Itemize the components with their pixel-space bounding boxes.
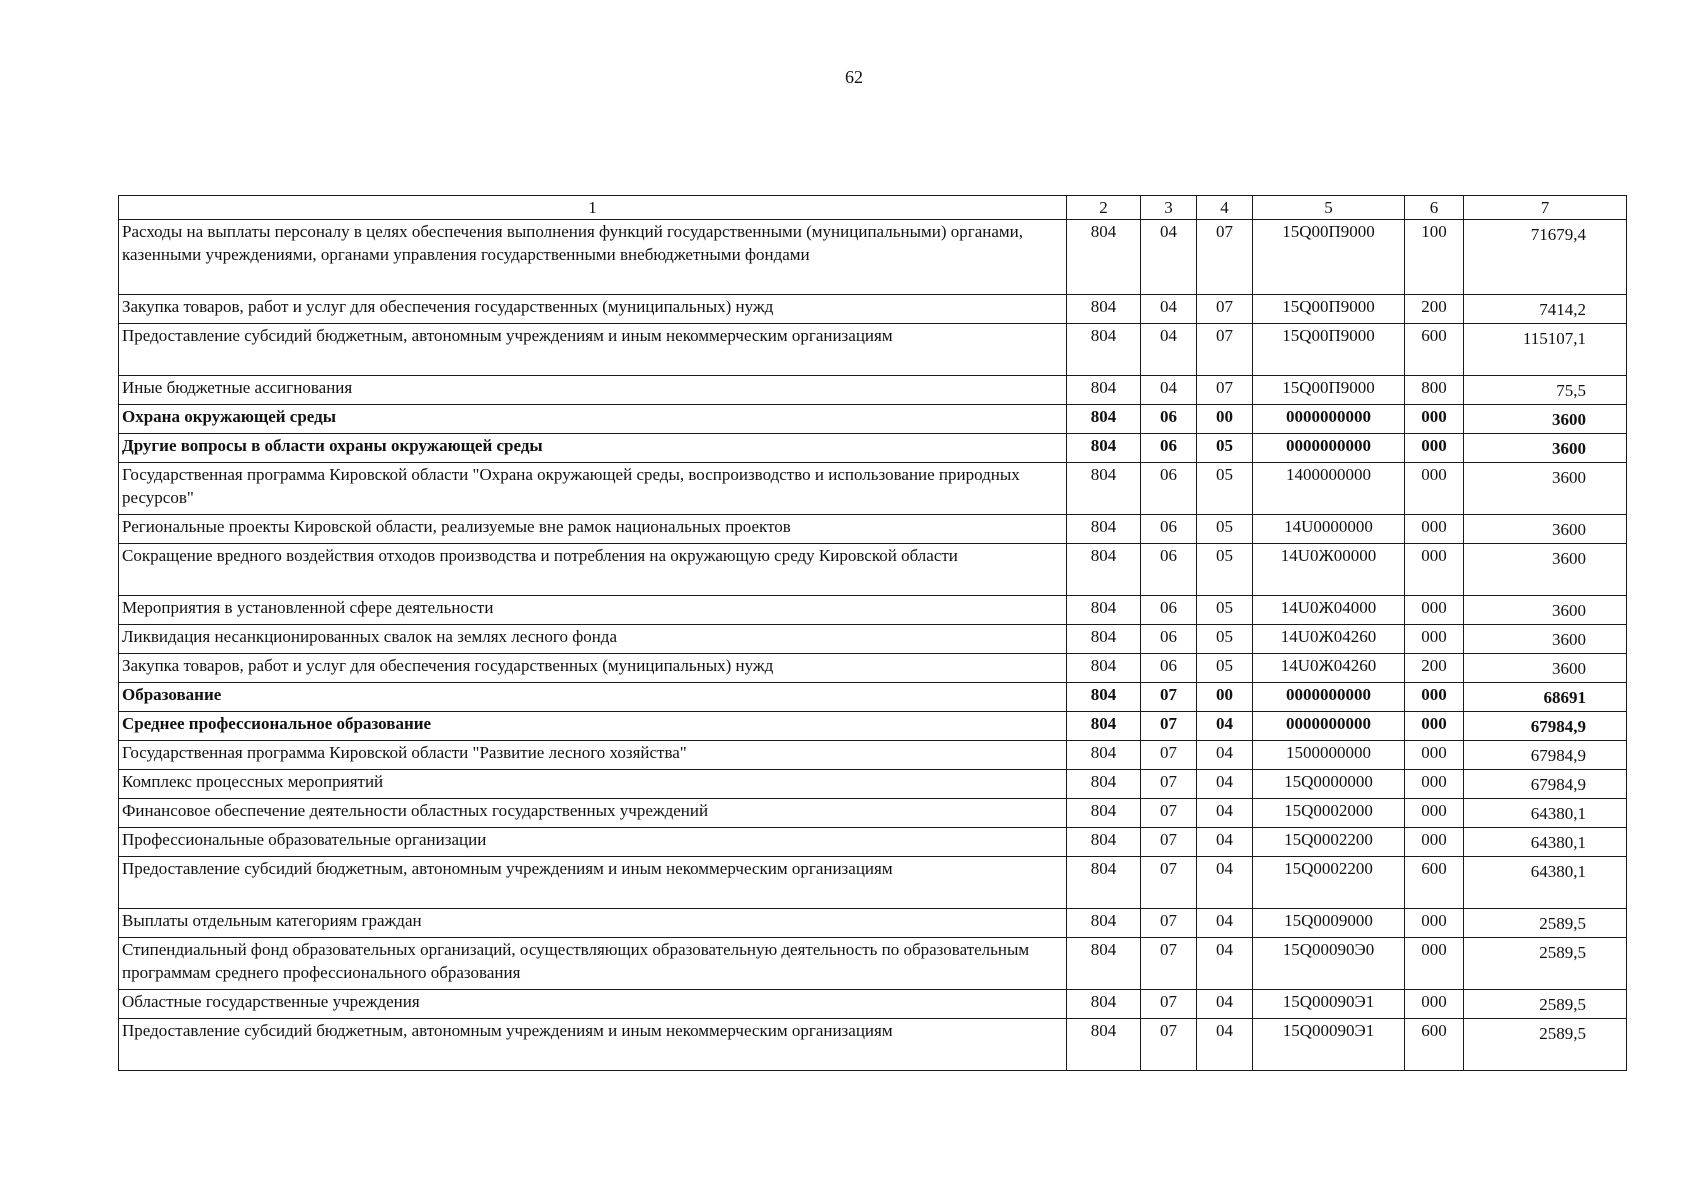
cell-section: 04 [1141, 220, 1197, 295]
cell-target-article: 15Q0002000 [1253, 799, 1405, 828]
budget-table [118, 195, 1627, 1071]
cell-subsection: 07 [1197, 376, 1253, 405]
cell-section: 06 [1141, 463, 1197, 515]
table-row [119, 1019, 1627, 1071]
cell-name: Закупка товаров, работ и услуг для обеспечения государственных (муниципальных) нужд [119, 295, 1067, 324]
cell-amount: 67984,9 [1464, 770, 1627, 799]
table-row [119, 683, 1627, 712]
table-row [119, 938, 1627, 990]
table-row [119, 544, 1627, 596]
cell-expense-type: 000 [1405, 938, 1464, 990]
cell-name: Региональные проекты Кировской области, реализуемые вне рамок национальных проектов [119, 515, 1067, 544]
cell-subsection: 05 [1197, 625, 1253, 654]
cell-amount: 75,5 [1464, 376, 1627, 405]
table-row [119, 909, 1627, 938]
cell-ved-code: 804 [1067, 625, 1141, 654]
cell-expense-type: 200 [1405, 295, 1464, 324]
cell-target-article: 15Q0000000 [1253, 770, 1405, 799]
cell-ved-code: 804 [1067, 434, 1141, 463]
table-row [119, 295, 1627, 324]
cell-section: 07 [1141, 857, 1197, 909]
table-row [119, 515, 1627, 544]
cell-section: 06 [1141, 434, 1197, 463]
cell-ved-code: 804 [1067, 654, 1141, 683]
cell-target-article: 0000000000 [1253, 683, 1405, 712]
cell-section: 07 [1141, 938, 1197, 990]
cell-name: Государственная программа Кировской области "Развитие лесного хозяйства" [119, 741, 1067, 770]
table-body [119, 220, 1627, 1071]
cell-subsection: 04 [1197, 938, 1253, 990]
cell-subsection: 04 [1197, 712, 1253, 741]
cell-amount: 3600 [1464, 434, 1627, 463]
cell-amount: 115107,1 [1464, 324, 1627, 376]
table-row [119, 770, 1627, 799]
cell-ved-code: 804 [1067, 405, 1141, 434]
cell-name: Мероприятия в установленной сфере деятельности [119, 596, 1067, 625]
cell-amount: 2589,5 [1464, 1019, 1627, 1071]
cell-ved-code: 804 [1067, 909, 1141, 938]
cell-expense-type: 200 [1405, 654, 1464, 683]
cell-target-article: 15Q0002200 [1253, 857, 1405, 909]
header-row [119, 196, 1627, 220]
cell-expense-type: 100 [1405, 220, 1464, 295]
cell-name: Охрана окружающей среды [119, 405, 1067, 434]
table-row [119, 799, 1627, 828]
cell-amount: 2589,5 [1464, 990, 1627, 1019]
table-header [119, 196, 1627, 220]
cell-amount: 71679,4 [1464, 220, 1627, 295]
cell-name: Профессиональные образовательные организации [119, 828, 1067, 857]
col-header-1: 1 [119, 196, 1067, 220]
cell-amount: 3600 [1464, 654, 1627, 683]
cell-amount: 3600 [1464, 596, 1627, 625]
cell-subsection: 00 [1197, 405, 1253, 434]
cell-subsection: 05 [1197, 463, 1253, 515]
cell-target-article: 1500000000 [1253, 741, 1405, 770]
cell-section: 07 [1141, 1019, 1197, 1071]
cell-amount: 3600 [1464, 463, 1627, 515]
cell-target-article: 14U0Ж00000 [1253, 544, 1405, 596]
cell-ved-code: 804 [1067, 376, 1141, 405]
cell-ved-code: 804 [1067, 712, 1141, 741]
cell-subsection: 04 [1197, 770, 1253, 799]
cell-name: Областные государственные учреждения [119, 990, 1067, 1019]
cell-subsection: 05 [1197, 544, 1253, 596]
cell-expense-type: 600 [1405, 324, 1464, 376]
table-row [119, 828, 1627, 857]
cell-ved-code: 804 [1067, 938, 1141, 990]
cell-ved-code: 804 [1067, 295, 1141, 324]
cell-subsection: 04 [1197, 990, 1253, 1019]
cell-target-article: 14U0Ж04260 [1253, 654, 1405, 683]
cell-expense-type: 600 [1405, 1019, 1464, 1071]
cell-expense-type: 000 [1405, 990, 1464, 1019]
cell-subsection: 04 [1197, 799, 1253, 828]
cell-section: 07 [1141, 990, 1197, 1019]
cell-ved-code: 804 [1067, 463, 1141, 515]
cell-expense-type: 000 [1405, 544, 1464, 596]
cell-ved-code: 804 [1067, 799, 1141, 828]
cell-name: Сокращение вредного воздействия отходов производства и потребления на окружающую среду Кировской области [119, 544, 1067, 596]
cell-target-article: 1400000000 [1253, 463, 1405, 515]
col-header-2: 2 [1067, 196, 1141, 220]
col-header-4: 4 [1197, 196, 1253, 220]
cell-target-article: 15Q00П9000 [1253, 295, 1405, 324]
table-row [119, 376, 1627, 405]
cell-section: 07 [1141, 741, 1197, 770]
cell-section: 07 [1141, 712, 1197, 741]
cell-subsection: 05 [1197, 654, 1253, 683]
cell-section: 04 [1141, 295, 1197, 324]
cell-name: Государственная программа Кировской области "Охрана окружающей среды, воспроизводство и использование природных ресурсов" [119, 463, 1067, 515]
cell-ved-code: 804 [1067, 828, 1141, 857]
cell-target-article: 14U0000000 [1253, 515, 1405, 544]
cell-ved-code: 804 [1067, 770, 1141, 799]
table-row [119, 712, 1627, 741]
col-header-3: 3 [1141, 196, 1197, 220]
cell-ved-code: 804 [1067, 515, 1141, 544]
cell-ved-code: 804 [1067, 741, 1141, 770]
table-row [119, 741, 1627, 770]
cell-section: 04 [1141, 324, 1197, 376]
cell-name: Предоставление субсидий бюджетным, автономным учреждениям и иным некоммерческим организациям [119, 1019, 1067, 1071]
cell-expense-type: 000 [1405, 515, 1464, 544]
cell-subsection: 05 [1197, 434, 1253, 463]
cell-section: 04 [1141, 376, 1197, 405]
cell-target-article: 15Q00П9000 [1253, 324, 1405, 376]
cell-section: 06 [1141, 596, 1197, 625]
cell-target-article: 14U0Ж04260 [1253, 625, 1405, 654]
cell-expense-type: 000 [1405, 909, 1464, 938]
cell-name: Другие вопросы в области охраны окружающей среды [119, 434, 1067, 463]
table-row [119, 434, 1627, 463]
cell-target-article: 0000000000 [1253, 434, 1405, 463]
cell-amount: 68691 [1464, 683, 1627, 712]
table-row [119, 990, 1627, 1019]
cell-target-article: 15Q00090Э0 [1253, 938, 1405, 990]
cell-subsection: 07 [1197, 220, 1253, 295]
cell-amount: 2589,5 [1464, 909, 1627, 938]
cell-target-article: 15Q00090Э1 [1253, 1019, 1405, 1071]
table-row [119, 596, 1627, 625]
cell-section: 07 [1141, 770, 1197, 799]
cell-section: 06 [1141, 544, 1197, 596]
cell-section: 06 [1141, 515, 1197, 544]
cell-target-article: 0000000000 [1253, 405, 1405, 434]
cell-ved-code: 804 [1067, 857, 1141, 909]
cell-expense-type: 000 [1405, 683, 1464, 712]
cell-name: Среднее профессиональное образование [119, 712, 1067, 741]
cell-expense-type: 000 [1405, 434, 1464, 463]
cell-amount: 3600 [1464, 515, 1627, 544]
cell-name: Ликвидация несанкционированных свалок на землях лесного фонда [119, 625, 1067, 654]
cell-target-article: 15Q0009000 [1253, 909, 1405, 938]
cell-name: Образование [119, 683, 1067, 712]
cell-subsection: 04 [1197, 857, 1253, 909]
cell-amount: 3600 [1464, 544, 1627, 596]
cell-target-article: 15Q00090Э1 [1253, 990, 1405, 1019]
cell-subsection: 05 [1197, 596, 1253, 625]
cell-amount: 67984,9 [1464, 712, 1627, 741]
cell-section: 07 [1141, 909, 1197, 938]
cell-ved-code: 804 [1067, 596, 1141, 625]
table-row [119, 625, 1627, 654]
col-header-6: 6 [1405, 196, 1464, 220]
cell-target-article: 15Q0002200 [1253, 828, 1405, 857]
cell-name: Закупка товаров, работ и услуг для обеспечения государственных (муниципальных) нужд [119, 654, 1067, 683]
table-row [119, 324, 1627, 376]
cell-name: Комплекс процессных мероприятий [119, 770, 1067, 799]
cell-target-article: 14U0Ж04000 [1253, 596, 1405, 625]
cell-amount: 2589,5 [1464, 938, 1627, 990]
page-number: 62 [845, 67, 863, 87]
cell-amount: 67984,9 [1464, 741, 1627, 770]
cell-expense-type: 000 [1405, 712, 1464, 741]
cell-subsection: 07 [1197, 324, 1253, 376]
cell-name: Выплаты отдельным категориям граждан [119, 909, 1067, 938]
cell-target-article: 15Q00П9000 [1253, 376, 1405, 405]
cell-ved-code: 804 [1067, 220, 1141, 295]
cell-ved-code: 804 [1067, 1019, 1141, 1071]
cell-name: Предоставление субсидий бюджетным, автономным учреждениям и иным некоммерческим организациям [119, 857, 1067, 909]
cell-ved-code: 804 [1067, 683, 1141, 712]
table-row [119, 220, 1627, 295]
cell-amount: 7414,2 [1464, 295, 1627, 324]
cell-name: Иные бюджетные ассигнования [119, 376, 1067, 405]
table-row [119, 654, 1627, 683]
col-header-7: 7 [1464, 196, 1627, 220]
cell-section: 06 [1141, 654, 1197, 683]
cell-amount: 64380,1 [1464, 828, 1627, 857]
cell-section: 07 [1141, 828, 1197, 857]
cell-ved-code: 804 [1067, 324, 1141, 376]
cell-amount: 64380,1 [1464, 799, 1627, 828]
cell-expense-type: 000 [1405, 405, 1464, 434]
cell-expense-type: 000 [1405, 596, 1464, 625]
cell-section: 07 [1141, 799, 1197, 828]
cell-target-article: 0000000000 [1253, 712, 1405, 741]
cell-subsection: 04 [1197, 909, 1253, 938]
cell-expense-type: 000 [1405, 463, 1464, 515]
col-header-5: 5 [1253, 196, 1405, 220]
cell-subsection: 07 [1197, 295, 1253, 324]
cell-subsection: 04 [1197, 1019, 1253, 1071]
cell-amount: 3600 [1464, 625, 1627, 654]
cell-ved-code: 804 [1067, 544, 1141, 596]
cell-target-article: 15Q00П9000 [1253, 220, 1405, 295]
cell-expense-type: 000 [1405, 741, 1464, 770]
cell-subsection: 04 [1197, 828, 1253, 857]
cell-expense-type: 000 [1405, 799, 1464, 828]
cell-amount: 3600 [1464, 405, 1627, 434]
cell-section: 06 [1141, 405, 1197, 434]
cell-expense-type: 000 [1405, 828, 1464, 857]
cell-subsection: 05 [1197, 515, 1253, 544]
cell-name: Стипендиальный фонд образовательных организаций, осуществляющих образовательную деятельность по образовательным программам среднего профессионального образования [119, 938, 1067, 990]
cell-ved-code: 804 [1067, 990, 1141, 1019]
cell-section: 07 [1141, 683, 1197, 712]
cell-name: Финансовое обеспечение деятельности областных государственных учреждений [119, 799, 1067, 828]
cell-expense-type: 600 [1405, 857, 1464, 909]
cell-section: 06 [1141, 625, 1197, 654]
cell-expense-type: 000 [1405, 625, 1464, 654]
cell-subsection: 04 [1197, 741, 1253, 770]
table-row [119, 857, 1627, 909]
table-row [119, 463, 1627, 515]
table-row [119, 405, 1627, 434]
cell-subsection: 00 [1197, 683, 1253, 712]
cell-amount: 64380,1 [1464, 857, 1627, 909]
cell-expense-type: 800 [1405, 376, 1464, 405]
cell-name: Предоставление субсидий бюджетным, автономным учреждениям и иным некоммерческим организациям [119, 324, 1067, 376]
cell-name: Расходы на выплаты персоналу в целях обеспечения выполнения функций государственными (муниципальными) органами, казенными учреждениями, органами управления государственными внебюджетными фондами [119, 220, 1067, 295]
cell-expense-type: 000 [1405, 770, 1464, 799]
